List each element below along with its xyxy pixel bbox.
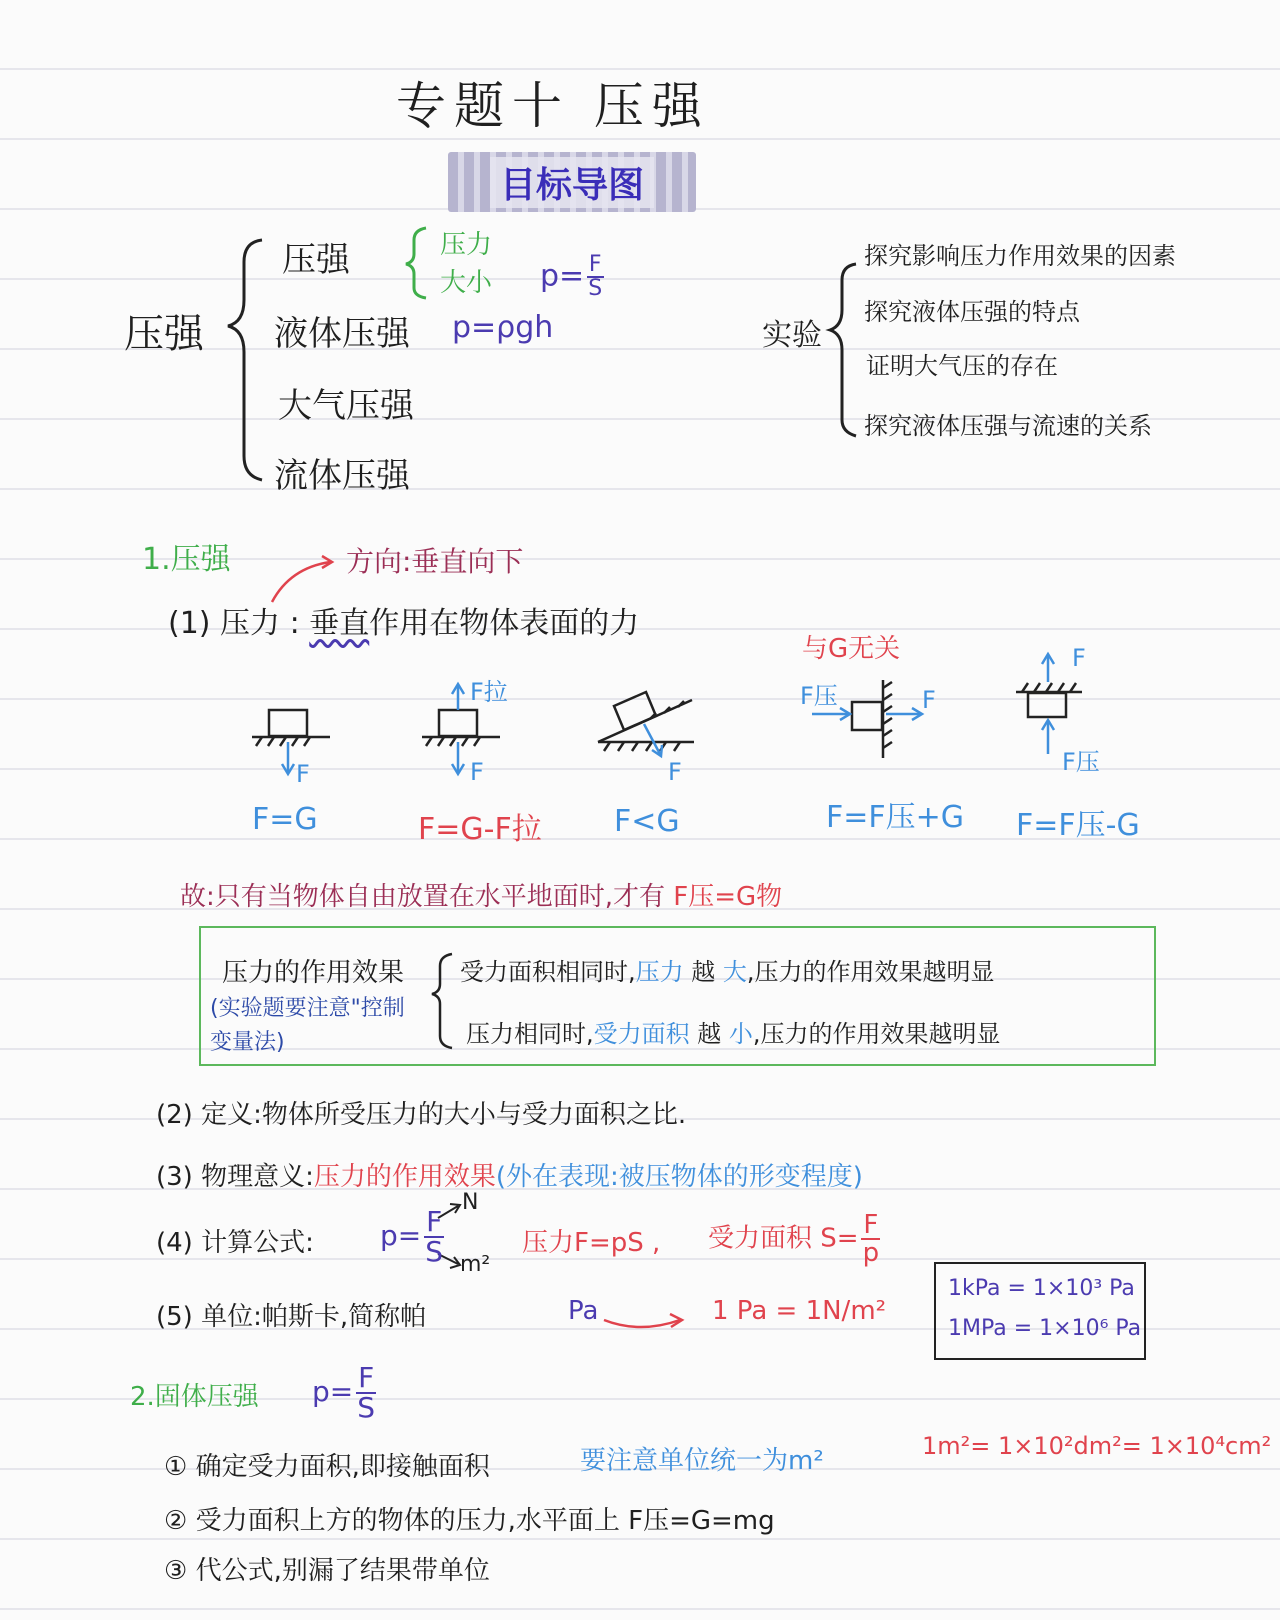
unit-box-line-1: 1kPa = 1×10³ Pa — [948, 1276, 1135, 1301]
section2-formula-p: p= — [312, 1375, 354, 1408]
step2 — [164, 1500, 775, 1537]
unrelated-note: 与G无关 — [802, 634, 901, 664]
section2-frac-num: F — [358, 1361, 375, 1394]
diagram-5-force-down: F压 — [1062, 748, 1100, 776]
effect-line-1-d: 大 — [722, 958, 747, 986]
effect-line-2-d: 小 — [728, 1020, 753, 1048]
map-branch-3: 大气压强 — [278, 386, 414, 426]
map-branch-1-detail-1: 压力 — [440, 230, 493, 260]
conclusion-formula: F压=G物 — [673, 882, 783, 912]
effect-line-1-e: ,压力的作用效果越明显 — [746, 958, 995, 986]
item4-f2-prefix: 受力面积 S= — [708, 1223, 859, 1254]
page-title: 专题十 压强 — [396, 77, 710, 135]
map-branch-2-formula: p=ρgh — [452, 310, 554, 345]
effect-line-2-c: 越 — [697, 1020, 722, 1048]
item3-label: 物理意义: — [201, 1162, 314, 1192]
diagram-5-eq: F=F压-G — [1016, 808, 1140, 843]
section1-heading: 1.压强 — [142, 542, 231, 577]
item3-num: (3) — [156, 1162, 193, 1192]
conclusion — [180, 876, 782, 913]
item3 — [156, 1156, 863, 1193]
diagram-2 — [422, 710, 500, 746]
section2-heading: 2.固体压强 — [130, 1382, 259, 1412]
effect-line-1-b: 压力 — [635, 958, 684, 986]
step1-note: 要注意单位统一为m² — [580, 1446, 824, 1476]
effect-note-text: (实验题要注意"控制变量法) — [210, 996, 405, 1055]
diagram-3-eq: F<G — [614, 804, 680, 839]
item4-formula — [380, 1205, 447, 1268]
item3-red: 压力的作用效果 — [313, 1162, 496, 1192]
unit-box-line-2: 1MPa = 1×10⁶ Pa — [948, 1316, 1142, 1341]
item5-eq: 1 Pa = 1N/m² — [712, 1296, 887, 1326]
item2-num: (2) — [156, 1100, 193, 1130]
diagram-1-force: F — [296, 760, 310, 788]
effect-line-2-e: ,压力的作用效果越明显 — [752, 1020, 1001, 1048]
item4-p: p= — [380, 1219, 422, 1252]
pa-arrow — [604, 1320, 680, 1327]
banner-label: 目标导图 — [490, 157, 654, 208]
diagram-1 — [252, 710, 330, 746]
item4-frac — [423, 1205, 445, 1268]
experiment-2: 探究液体压强的特点 — [864, 298, 1080, 326]
item3-blue: (外在表现:被压物体的形变程度) — [495, 1162, 863, 1192]
item4-unit-bottom: m² — [460, 1252, 491, 1277]
diagram-5 — [1016, 683, 1082, 717]
step1: ① 确定受力面积,即接触面积 — [164, 1452, 490, 1482]
map-brace-left — [228, 240, 262, 480]
item4-f2-den: p — [862, 1238, 880, 1268]
map-branch-2: 液体压强 — [274, 314, 410, 354]
experiment-brace — [830, 264, 856, 436]
item4-f2-num: F — [863, 1210, 879, 1240]
item5 — [156, 1296, 426, 1333]
effect-line-1-a: 受力面积相同时, — [460, 958, 636, 986]
diagram-3-force: F — [668, 758, 682, 786]
item4-f2-frac — [861, 1212, 882, 1266]
map-brace-green — [406, 228, 426, 298]
section2-formula — [312, 1361, 379, 1424]
item1 — [168, 598, 639, 642]
diagram-1-eq: F=G — [252, 802, 318, 837]
section2-frac — [355, 1361, 377, 1424]
effect-line-2-b: 受力面积 — [593, 1020, 690, 1048]
effect-line-1 — [460, 952, 995, 987]
direction-arrow — [272, 562, 330, 602]
item5-text: 帕斯卡,简称帕 — [261, 1302, 427, 1332]
item4-frac-num: F — [426, 1205, 443, 1238]
diagram-4-force-left: F压 — [800, 682, 838, 710]
item5-pa: Pa — [568, 1296, 599, 1326]
effect-line-2-a: 压力相同时, — [466, 1020, 594, 1048]
effect-line-2 — [466, 1014, 1001, 1049]
item4-f1: 压力F=pS , — [522, 1228, 661, 1258]
item4-num: (4) — [156, 1228, 193, 1258]
item2 — [156, 1094, 686, 1131]
diagram-3 — [598, 692, 694, 751]
map-branch-1-formula: p= $\frac{F}{S}$ — [540, 252, 603, 301]
item5-num: (5) — [156, 1302, 193, 1332]
map-root: 压强 — [124, 311, 204, 357]
direction-note: 方向:垂直向下 — [346, 545, 524, 578]
item4-frac-den: S — [425, 1235, 444, 1268]
item5-label: 单位: — [201, 1302, 262, 1332]
diagram-5-force-up: F — [1072, 644, 1086, 672]
item4-label: 计算公式: — [201, 1228, 314, 1258]
effect-label: 压力的作用效果 — [222, 958, 405, 988]
experiment-1: 探究影响压力作用效果的因素 — [864, 242, 1176, 270]
item2-text: 物体所受压力的大小与受力面积之比. — [261, 1100, 687, 1130]
step2-formula: F压=G=mg — [628, 1506, 775, 1536]
map-branch-1: 压强 — [282, 240, 350, 280]
diagram-2-force-down: F — [470, 758, 484, 786]
step2-text: ② 受力面积上方的物体的压力,水平面上 — [164, 1506, 620, 1536]
experiment-4: 探究液体压强与流速的关系 — [864, 412, 1152, 440]
diagram-2-eq: F=G-F拉 — [418, 812, 542, 847]
step1-conv: 1m²= 1×10²dm²= 1×10⁴cm² — [922, 1432, 1272, 1460]
diagram-4-force-right: F — [922, 686, 936, 714]
diagram-4 — [852, 680, 892, 758]
section2-frac-den: S — [357, 1391, 376, 1424]
experiment-label: 实验 — [762, 318, 822, 353]
item4-unit-top: N — [462, 1190, 479, 1215]
experiment-3: 证明大气压的存在 — [866, 352, 1058, 380]
item2-label: 定义: — [201, 1100, 262, 1130]
effect-note — [210, 992, 420, 1060]
map-branch-4: 流体压强 — [274, 456, 410, 496]
step3: ③ 代公式,别漏了结果带单位 — [164, 1556, 490, 1586]
item1-rest: 作用在物体表面的力 — [369, 606, 640, 641]
conclusion-prefix: 故:只有当物体自由放置在水平地面时,才有 — [180, 882, 666, 912]
diagram-2-force-up: F拉 — [470, 678, 508, 706]
item4-f2 — [708, 1212, 883, 1266]
effect-line-1-c: 越 — [691, 958, 716, 986]
map-branch-1-detail-2: 大小 — [440, 268, 493, 298]
item4 — [156, 1222, 314, 1259]
item1-wavy: 垂直 — [309, 606, 370, 641]
diagram-4-eq: F=F压+G — [826, 800, 965, 835]
item1-prefix: (1) 压力 : — [168, 606, 300, 641]
